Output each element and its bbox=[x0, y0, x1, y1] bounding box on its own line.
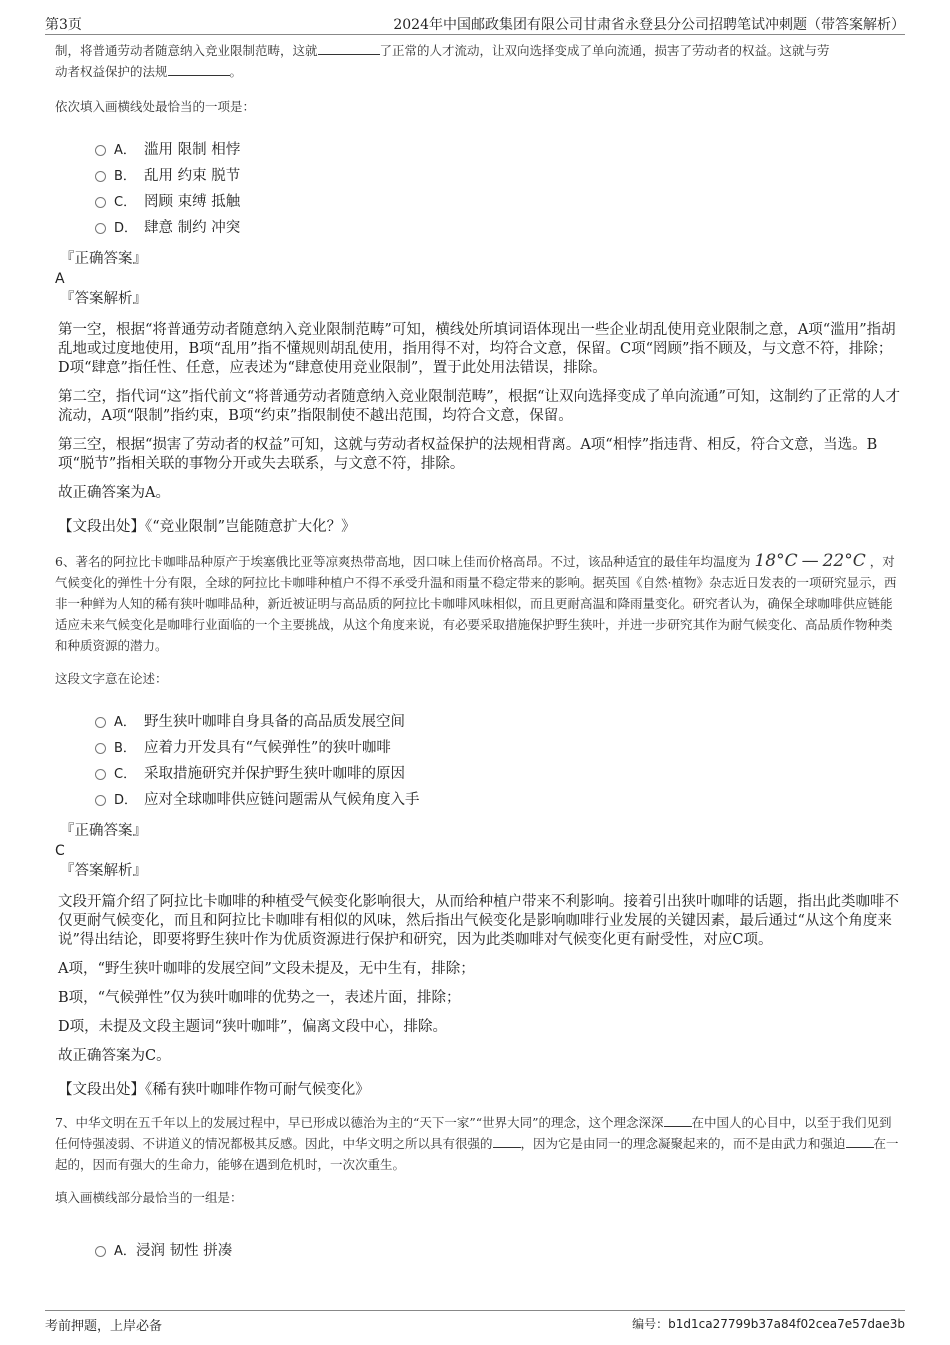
q6-stem: 6、著名的阿拉比卡咖啡品种原产于埃塞俄比亚等凉爽热带高地，因口味上佳而价格高昂。不过，该品种适宜的最佳年均温度为 18°C — 22°C ，对气候变化的弹性十分有限，全球的阿拉比卡咖啡种植户不得不承受升温和雨量不稳定带来的影响。据英国《自然·植物》杂志近日发表的一项研究显示，西非一种鲜为人知的稀有狭叶咖啡品种，新近被证明与高品质的阿拉比卡咖啡风味相似，而且更耐高温和降雨量变化。研究者认为，确保全球咖啡供应链能适应未来气候变化是咖啡行业面临的一个主要挑战，从这个角度来说，有必要采取措施保护野生狭叶，并进一步研究其作为耐气候变化、高品质作物种类和种质资源的潜力。 bbox=[55, 551, 897, 653]
correct-answer-label: 『正确答案』 bbox=[60, 823, 147, 839]
analysis-label: 『答案解析』 bbox=[60, 291, 147, 307]
q7-stem: 7、中华文明在五千年以上的发展过程中，早已形成以德治为主的“天下一家”“世界大同”的理念，这个理念深深 在中国人的心目中，以至于我们见到任何恃强凌弱、不讲道义的情况都极其反感。因此，中华文明之所以具有很强的 ，因为它是由同一的理念凝聚起来的，而不是由武力和强迫 在一起的，因而有强大的生命力，能够在遇到危机时，一次次重生。 bbox=[55, 1115, 899, 1172]
option-a[interactable]: A． 滥用 限制 相悖 bbox=[95, 135, 902, 161]
correct-answer: C bbox=[55, 843, 65, 859]
radio-icon[interactable] bbox=[95, 769, 106, 780]
page-footer bbox=[45, 1310, 905, 1333]
q5-prompt: 依次填入画横线处最恰当的一项是： bbox=[55, 99, 256, 114]
correct-answer: A bbox=[55, 271, 65, 287]
q5-options bbox=[95, 135, 902, 239]
fill-blank bbox=[846, 1135, 874, 1148]
page-content bbox=[55, 40, 902, 1272]
analysis-paragraph: 文段开篇介绍了阿拉比卡咖啡的种植受气候变化影响很大，从而给种植户带来不利影响。接着引出狭叶咖啡的话题，指出此类咖啡不仅更耐气候变化，而且和阿拉比卡咖啡有相似的风味，然后指出气候变化是影响咖啡行业发展的关键因素，最后通过“从这个角度来说”得出结论，即要将野生狭叶作为优质资源进行保护和研究，因为此类咖啡对气候变化更有耐受性，对应C项。 bbox=[58, 894, 899, 948]
analysis-paragraph: 第二空，指代词“这”指代前文“将普通劳动者随意纳入竞业限制范畴”，根据“让双向选择变成了单向流通”可知，这制约了正常的人才流动，A项“限制”指约束，B项“约束”指限制使不越出范围，均符合文意，保留。 bbox=[58, 389, 900, 424]
page-header bbox=[45, 12, 905, 35]
analysis-conclusion: 故正确答案为C。 bbox=[58, 1048, 171, 1064]
radio-icon[interactable] bbox=[95, 171, 106, 182]
radio-icon[interactable] bbox=[95, 743, 106, 754]
option-b[interactable]: B． 应着力开发具有“气候弹性”的狭叶咖啡 bbox=[95, 733, 902, 759]
option-b[interactable]: B． 乱用 约束 脱节 bbox=[95, 161, 902, 187]
analysis-paragraph: D项，未提及文段主题词“狭叶咖啡”，偏离文段中心，排除。 bbox=[58, 1019, 447, 1035]
q7-prompt: 填入画横线部分最恰当的一组是： bbox=[55, 1190, 243, 1205]
radio-icon[interactable] bbox=[95, 795, 106, 806]
fill-blank bbox=[493, 1135, 521, 1148]
option-a[interactable]: A． 野生狭叶咖啡自身具备的高品质发展空间 bbox=[95, 707, 902, 733]
analysis-paragraph: 第一空，根据“将普通劳动者随意纳入竞业限制范畴”可知，横线处所填词语体现出一些企业胡乱使用竞业限制之意，A项“滥用”指胡乱地或过度地使用，B项“乱用”指不懂规则胡乱使用，指用得不对，均符合文意，保留。C项“罔顾”指不顾及，与文意不符，排除；D项“肆意”指任性、任意，应表述为“肆意使用竞业限制”，置于此处用法错误，排除。 bbox=[58, 322, 896, 376]
range-dash: — bbox=[801, 551, 819, 571]
radio-icon[interactable] bbox=[95, 223, 106, 234]
temperature-high: 22°C bbox=[822, 551, 866, 571]
temperature-low: 18°C bbox=[754, 551, 798, 571]
analysis-conclusion: 故正确答案为A。 bbox=[58, 485, 170, 501]
document-serial: 编号：b1d1ca27799b37a84f02cea7e57dae3b bbox=[632, 1317, 905, 1331]
analysis-paragraph: A项，“野生狭叶咖啡的发展空间”文段未提及，无中生有，排除； bbox=[58, 961, 475, 977]
passage-source: 【文段出处】《稀有狭叶咖啡作物可耐气候变化》 bbox=[58, 1082, 370, 1098]
option-a[interactable]: A． 浸润 韧性 拼凑 bbox=[95, 1236, 902, 1262]
q6-prompt: 这段文字意在论述： bbox=[55, 671, 168, 686]
fill-blank bbox=[318, 42, 380, 55]
page-number: 第3页 bbox=[45, 17, 82, 33]
q6-options bbox=[95, 707, 902, 811]
analysis-paragraph: B项，“气候弹性”仅为狭叶咖啡的优势之一，表述片面，排除； bbox=[58, 990, 461, 1006]
fill-blank bbox=[168, 63, 230, 76]
radio-icon[interactable] bbox=[95, 717, 106, 728]
passage-source: 【文段出处】《“竞业限制”岂能随意扩大化？》 bbox=[58, 519, 356, 535]
option-d[interactable]: D． 应对全球咖啡供应链问题需从气候角度入手 bbox=[95, 785, 902, 811]
correct-answer-label: 『正确答案』 bbox=[60, 251, 147, 267]
radio-icon[interactable] bbox=[95, 1246, 106, 1257]
q5-stem-continued: 制，将普通劳动者随意纳入竞业限制范畴，这就 了正常的人才流动，让双向选择变成了单向流通，损害了劳动者的权益。这就与劳 动者权益保护的法规 。 bbox=[55, 43, 830, 79]
analysis-paragraph: 第三空，根据“损害了劳动者的权益”可知，这就与劳动者权益保护的法规相背离。A项“相悖”指违背、相反，符合文意，当选。B项“脱节”指相关联的事物分开或失去联系，与文意不符，排除。 bbox=[58, 437, 878, 472]
analysis-label: 『答案解析』 bbox=[60, 863, 147, 879]
footer-slogan: 考前押题，上岸必备 bbox=[45, 1319, 163, 1334]
option-c[interactable]: C． 采取措施研究并保护野生狭叶咖啡的原因 bbox=[95, 759, 902, 785]
radio-icon[interactable] bbox=[95, 145, 106, 156]
document-title: 2024年中国邮政集团有限公司甘肃省永登县分公司招聘笔试冲刺题（带答案解析） bbox=[393, 17, 905, 33]
option-d[interactable]: D． 肆意 制约 冲突 bbox=[95, 213, 902, 239]
radio-icon[interactable] bbox=[95, 197, 106, 208]
fill-blank bbox=[664, 1114, 692, 1127]
q7-options bbox=[95, 1236, 902, 1262]
option-c[interactable]: C． 罔顾 束缚 抵触 bbox=[95, 187, 902, 213]
